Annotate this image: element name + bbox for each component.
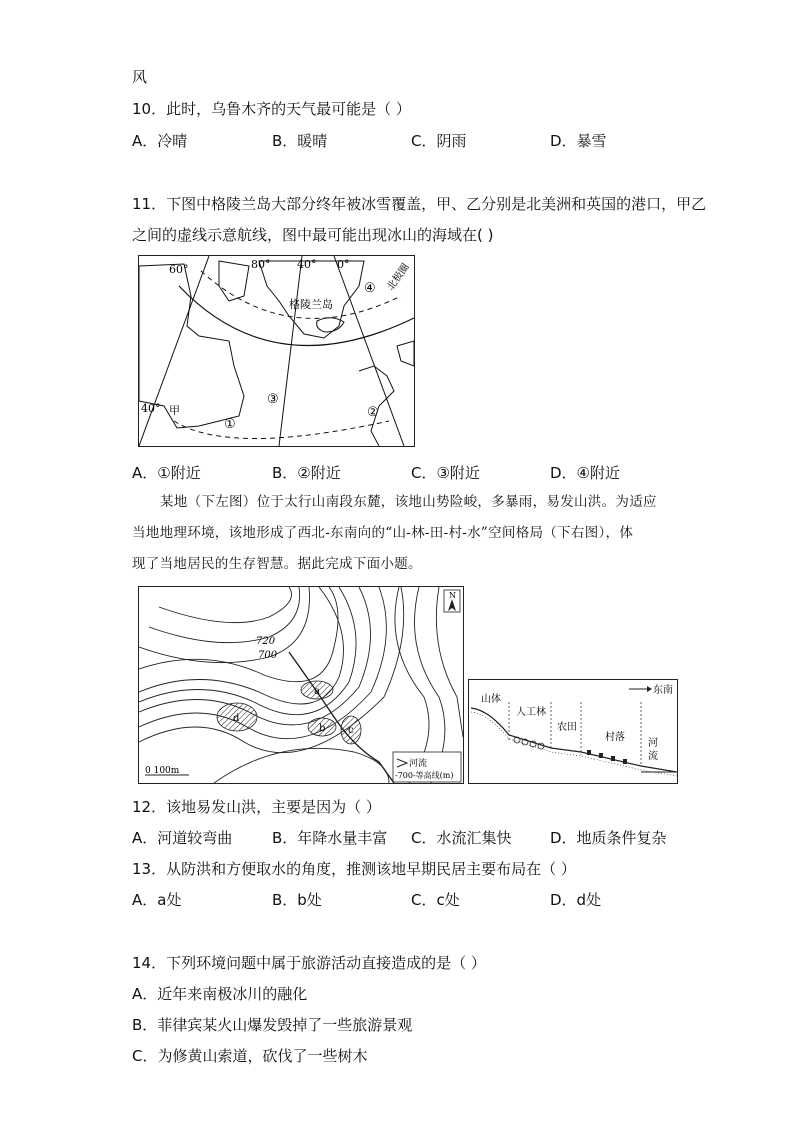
- q14-option-b[interactable]: B．菲律宾某火山爆发毁掉了一些旅游景观: [132, 1016, 413, 1034]
- q13-option-a[interactable]: A．a处: [132, 891, 182, 909]
- passage-line-1: 某地（下左图）位于太行山南段东麓，该地山势险峻，多暴雨，易发山洪。为适应: [160, 494, 657, 510]
- spatial-profile-diagram: [468, 679, 678, 784]
- contour-line: [139, 587, 338, 682]
- q12-option-d[interactable]: D．地质条件复杂: [550, 829, 667, 847]
- arctic-circle-line: [179, 286, 414, 346]
- label-lon80: 80°: [251, 258, 271, 271]
- direction-label: 东南: [653, 685, 673, 696]
- q13-option-d[interactable]: D．d处: [550, 891, 602, 909]
- label-point-4: ④: [364, 281, 376, 296]
- contour-line: [149, 587, 300, 643]
- q11-option-b[interactable]: B．②附近: [272, 464, 341, 482]
- meridian-40-line: [279, 256, 302, 446]
- contour-line: [139, 587, 404, 753]
- label-lon0: 0°: [337, 258, 350, 271]
- contour-line: [139, 587, 310, 663]
- q10-option-b[interactable]: B．暖晴: [272, 132, 328, 150]
- scale-label: 0 100m: [145, 766, 180, 776]
- house-icon: [623, 759, 627, 764]
- q12-option-c[interactable]: C．水流汇集快: [411, 829, 512, 847]
- passage-line-3: 现了当地居民的生存智慧。据此完成下面小题。: [132, 556, 422, 572]
- q11-option-a[interactable]: A．①附近: [132, 464, 201, 482]
- q14-option-c[interactable]: C．为修黄山索道，砍伐了一些树木: [132, 1047, 368, 1065]
- profile-svg: [469, 680, 677, 783]
- q13-option-b[interactable]: B．b处: [272, 891, 322, 909]
- arctic-islands-outline: [219, 261, 249, 301]
- europe-outline: [397, 341, 414, 366]
- label-a: a: [314, 686, 320, 697]
- label-d: d: [233, 713, 240, 724]
- label-c: c: [348, 725, 354, 736]
- label-lon40: 40°: [297, 258, 317, 271]
- label-river-top: 河: [648, 738, 658, 749]
- label-b: b: [319, 723, 326, 734]
- iceland-outline: [317, 318, 344, 332]
- q12-option-a[interactable]: A．河道较弯曲: [132, 829, 233, 847]
- contour-line: [139, 587, 371, 725]
- page-fragment-text: 风: [132, 68, 148, 86]
- contour-map-svg: [139, 587, 463, 783]
- question-10-stem: 10．此时，乌鲁木齐的天气最可能是（ ）: [132, 100, 411, 118]
- greenland-shipping-map: [138, 255, 415, 447]
- q14-option-a[interactable]: A．近年来南极冰川的融化: [132, 985, 308, 1003]
- label-greenland: 格陵兰岛: [289, 298, 333, 311]
- q13-option-c[interactable]: C．c处: [411, 891, 460, 909]
- house-icon: [587, 750, 591, 755]
- house-icon: [599, 753, 603, 758]
- label-point-2: ②: [367, 405, 379, 420]
- label-field: 农田: [557, 722, 577, 733]
- contour-line: [159, 587, 292, 623]
- label-point-3: ③: [267, 392, 279, 407]
- q10-option-a[interactable]: A．冷晴: [132, 132, 188, 150]
- question-11-stem-line2: 之间的虚线示意航线，图中最可能出现冰山的海域在( ): [132, 226, 494, 244]
- question-11-stem-line1: 11．下图中格陵兰岛大部分终年被冰雪覆盖，甲、乙分别是北美洲和英国的港口，甲乙: [132, 195, 707, 213]
- terrain-profile-line: [471, 708, 677, 772]
- label-lon40-left: 40°: [141, 402, 161, 415]
- contour-line: [214, 748, 389, 783]
- question-13-stem: 13．从防洪和方便取水的角度，推测该地早期民居主要布局在（ ）: [132, 860, 576, 878]
- label-jia: 甲: [169, 404, 180, 417]
- label-village: 村落: [605, 732, 625, 743]
- q10-option-c[interactable]: C．阴雨: [411, 132, 467, 150]
- house-icon: [611, 756, 615, 761]
- label-700: 700: [258, 650, 278, 661]
- q11-option-c[interactable]: C．③附近: [411, 464, 480, 482]
- label-720: 720: [256, 636, 276, 647]
- legend-contour-label: -700-等高线(m): [395, 771, 454, 780]
- label-point-1: ①: [224, 417, 236, 432]
- label-lon60: 60°: [169, 263, 189, 276]
- label-mountain: 山体: [481, 694, 501, 705]
- contour-map: [138, 586, 464, 784]
- meridian-60-line: [139, 256, 209, 446]
- question-12-stem: 12．该地易发山洪，主要是因为（ ）: [132, 798, 381, 816]
- q11-option-d[interactable]: D．④附近: [550, 464, 620, 482]
- north-label: N: [449, 591, 456, 600]
- direction-arrow-icon: [647, 686, 652, 692]
- legend-river-label: 河流: [409, 759, 428, 769]
- question-14-stem: 14．下列环境问题中属于旅游活动直接造成的是（ ）: [132, 954, 486, 972]
- q12-option-b[interactable]: B．年降水量丰富: [272, 829, 388, 847]
- q10-option-d[interactable]: D．暴雪: [550, 132, 607, 150]
- label-forest: 人工林: [516, 707, 546, 718]
- label-river-bottom: 流: [648, 751, 658, 762]
- passage-line-2: 当地地理环境，该地形成了西北-东南向的“山-林-田-村-水”空间格局（下右图），体: [132, 525, 634, 541]
- greenland-map-svg: [139, 256, 414, 446]
- label-arctic-circle: 北极圈: [385, 261, 412, 293]
